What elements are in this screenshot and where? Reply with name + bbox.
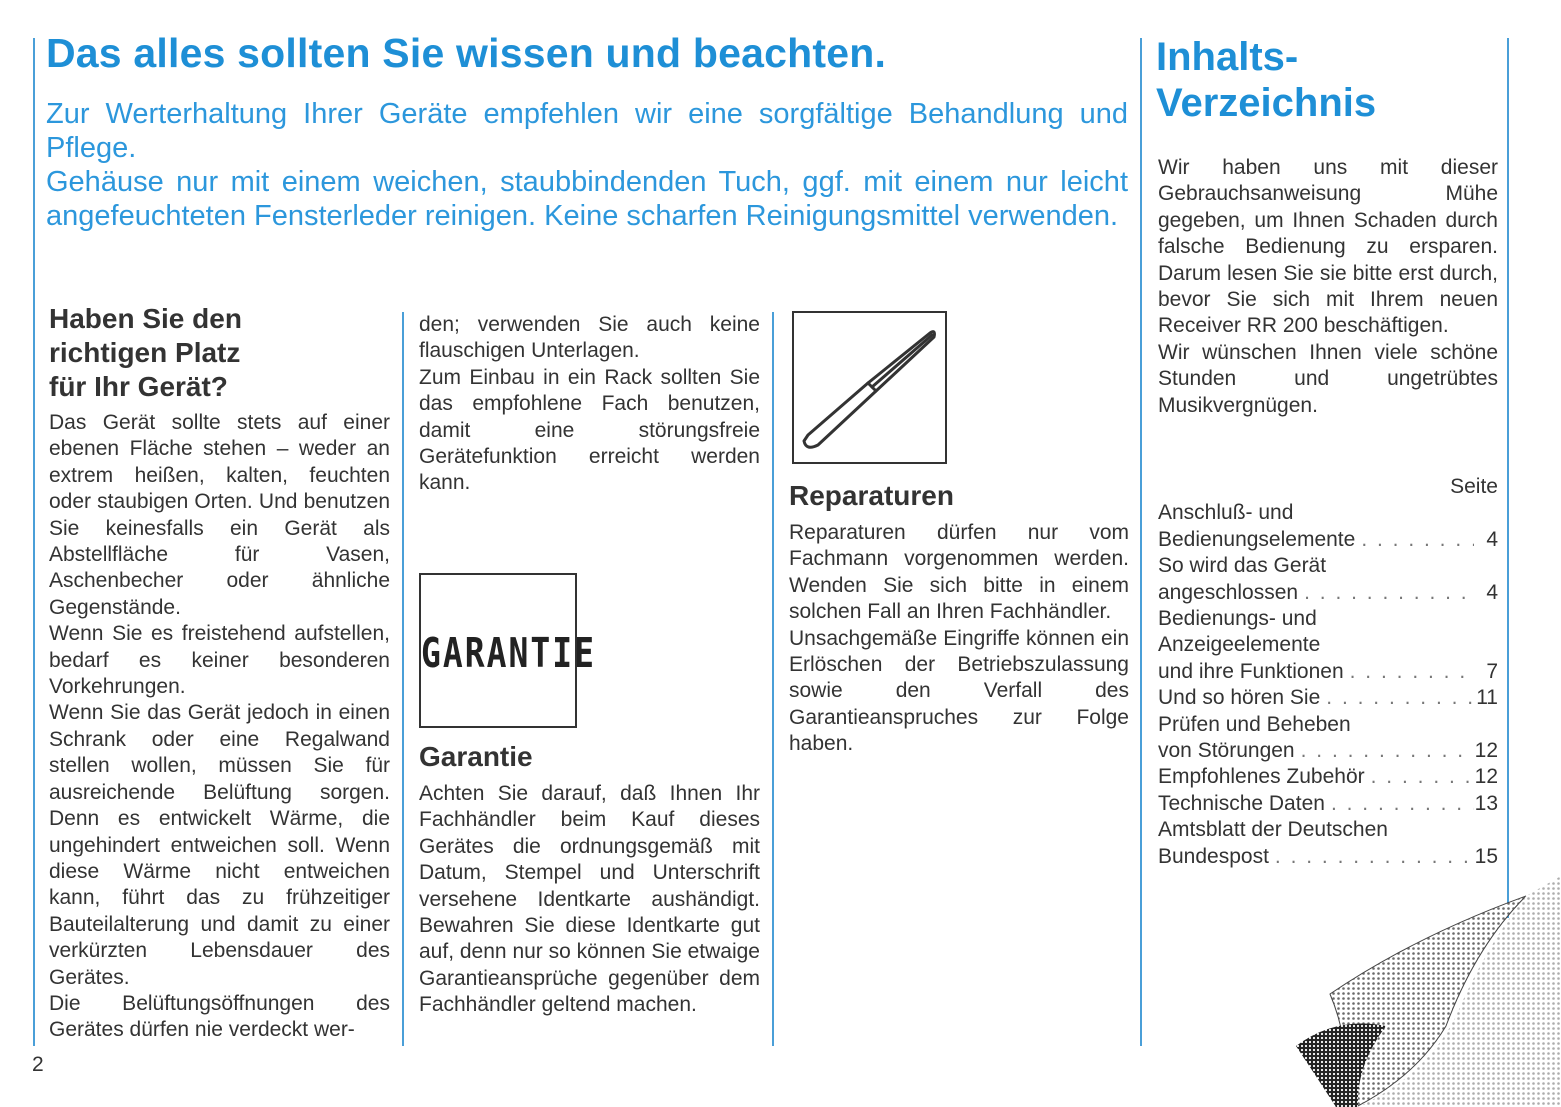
intro-paragraph-cleaning: Gehäuse nur mit einem weichen, staubbindenden Tuch, ggf. mit einem nur leicht angefeuchteten Fensterleder reinigen. Keine scharfen Reinigungsmittel verwenden. [46, 166, 1128, 232]
toc-entry-label: Und so hören Sie [1158, 686, 1321, 710]
placement-paragraph-2: Wenn Sie es freistehend aufstellen, bedarf es keiner besonderen Vorkehrungen. [49, 622, 390, 699]
toc-title-line1: Inhalts- [1156, 35, 1299, 79]
page-title: Das alles sollten Sie wissen und beachten. [46, 30, 887, 76]
reparaturen-paragraph-2: Unsachgemäße Eingriffe können ein Erlöschen der Betriebszulassung sowie den Verfall des Garantieanspruches zur Folge haben. [789, 626, 1129, 756]
toc-entry[interactable] [1158, 817, 1498, 870]
placement-paragraph-1: Das Gerät sollte stets auf einer ebenen Fläche stehen – weder an extrem heißen, kalten, feuchten oder staubigen Orten. Und benutzen Sie keinesfalls ein Gerät als Abstellfläche für Vasen, Aschenbecher oder ähnliche Gegenstände. [49, 411, 390, 619]
screwdriver-image [792, 311, 947, 464]
toc-entry[interactable] [1158, 791, 1498, 817]
toc-dots [1344, 659, 1474, 685]
toc-intro-paragraph-1: Wir haben uns mit dieser Gebrauchsanweisung Mühe gegeben, um Ihnen Schaden durch falsche Bedienung zu ersparen. Darum lesen Sie sie bitte erst durch, bevor Sie sich mit Ihrem neuen Receiver RR 200 beschäftigen. [1158, 156, 1498, 338]
toc-entry-label-pre: Amtsblatt der Deutschen [1158, 818, 1388, 842]
toc-entry-page: 12 [1474, 765, 1498, 789]
garantie-body [419, 781, 760, 1019]
toc-intro-paragraph-2: Wir wünschen Ihnen viele schöne Stunden und ungetrübtes Musikvergnügen. [1158, 340, 1498, 417]
toc-entry-label-pre: Anzeigeelemente [1158, 633, 1321, 657]
toc-title [1156, 34, 1376, 126]
reparaturen-heading: Reparaturen [789, 480, 954, 511]
toc-entry[interactable] [1158, 712, 1498, 765]
placement-heading [49, 302, 390, 404]
garantie-image [419, 573, 596, 728]
placement-paragraph-4-start: Die Belüftungsöffnungen des Gerätes dürfen nie verdeckt wer- [49, 991, 390, 1042]
column-rule-col2 [402, 312, 404, 1046]
toc-entry[interactable] [1158, 685, 1498, 711]
column-rule-col3 [772, 312, 774, 1046]
toc-seite-label: Seite [1450, 475, 1498, 498]
toc-title-line2: Verzeichnis [1156, 81, 1377, 125]
garantie-image-label: GARANTIE [421, 628, 596, 677]
toc-entry-label: Empfohlenes Zubehör [1158, 765, 1365, 789]
toc-list [1158, 474, 1498, 870]
toc-intro [1158, 155, 1498, 419]
toc-entry[interactable] [1158, 606, 1498, 685]
column-rule-right [1507, 38, 1509, 918]
reparaturen-section [789, 479, 1129, 758]
toc-entry-page: 7 [1486, 659, 1498, 683]
toc-entry[interactable] [1158, 500, 1498, 553]
placement-heading-line1: Haben Sie den [49, 303, 242, 334]
garantie-section [419, 740, 760, 1019]
placement-paragraph-3: Wenn Sie das Gerät jedoch in einen Schrank oder eine Regalwand stellen wollen, müssen Sie für ausreichende Belüftung sorgen. Denn es entwickelt Wärme, die ungehindert entweichen soll. Wenn diese Wärme nicht entweichen kann, führt das zu frühzeitiger Bauteilalterung und damit zu einer verkürzten Lebensdauer des Gerätes. [49, 701, 390, 989]
toc-dots [1269, 844, 1474, 870]
placement-heading-line3: für Ihr Gerät? [49, 371, 228, 402]
toc-entry-page: 11 [1476, 686, 1498, 710]
toc-entry-label-pre: Prüfen und Beheben [1158, 712, 1351, 736]
toc-entry-label-pre: Bedienungs- und [1158, 607, 1317, 631]
toc-dots [1355, 527, 1474, 553]
toc-dots [1325, 791, 1474, 817]
toc-dots [1298, 580, 1474, 606]
reparaturen-body [789, 520, 1129, 758]
reparaturen-paragraph-1: Reparaturen dürfen nur vom Fachmann vorgenommen werden. Wenden Sie sich bitte in einem solchen Fall an Ihren Fachhändler. [789, 521, 1129, 624]
toc-entry-label-pre: So wird das Gerät [1158, 554, 1327, 578]
toc-entry-label-pre: Anschluß- und [1158, 501, 1294, 525]
toc-entry-page: 13 [1474, 791, 1498, 815]
toc-entry[interactable] [1158, 553, 1498, 606]
page-curl-icon [1296, 876, 1561, 1107]
page-number: 2 [32, 1053, 44, 1076]
intro-text [46, 97, 1128, 233]
garantie-heading: Garantie [419, 741, 533, 772]
toc-entry-page: 15 [1474, 844, 1498, 868]
toc-entry-page: 4 [1486, 580, 1498, 604]
toc-entry-label: von Störungen [1158, 739, 1295, 763]
toc-entry-label: Bedienungselemente [1158, 527, 1356, 551]
column-rule-toc [1140, 38, 1142, 1046]
toc-entry-label: angeschlossen [1158, 580, 1299, 604]
toc-entry-label: Bundespost [1158, 844, 1269, 868]
toc-entry-page: 12 [1474, 739, 1498, 763]
toc-entry-label: und ihre Funktionen [1158, 659, 1344, 683]
toc-entry-page: 4 [1486, 527, 1498, 551]
placement-heading-line2: richtigen Platz [49, 337, 241, 368]
column-rule-left [33, 38, 35, 1046]
screwdriver-icon [794, 313, 945, 462]
toc-dots [1320, 685, 1474, 711]
placement-body [49, 410, 390, 1044]
placement-paragraph-5: Zum Einbau in ein Rack sollten Sie das empfohlene Fach benutzen, damit eine störungsfreie Gerätefunktion erreicht werden kann. [419, 365, 760, 495]
toc-dots [1295, 738, 1474, 764]
placement-continued [419, 312, 760, 497]
toc-entry[interactable] [1158, 764, 1498, 790]
garantie-paragraph: Achten Sie darauf, daß Ihnen Ihr Fachhändler beim Kauf dieses Gerätes die ordnungsgemäß mit Datum, Stempel und Unterschrift versehene Identkarte aushändigt. Bewahren Sie diese Identkarte gut auf, denn nur so können Sie etwaige Garantieansprüche gegenüber dem Fachhändler geltend machen. [419, 782, 760, 1017]
toc-dots [1365, 764, 1474, 790]
placement-paragraph-4-end: den; verwenden Sie auch keine flauschigen Unterlagen. [419, 313, 760, 363]
placement-section [49, 302, 390, 1044]
intro-paragraph-care: Zur Werterhaltung Ihrer Geräte empfehlen wir eine sorgfältige Behandlung und Pflege. [46, 98, 1128, 164]
toc-entry-label: Technische Daten [1158, 791, 1325, 815]
